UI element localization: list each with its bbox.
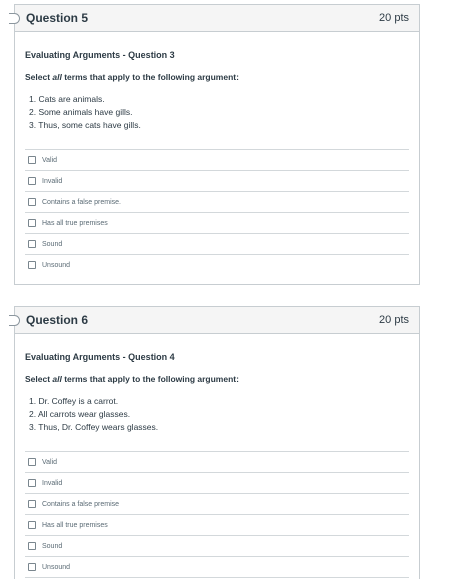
checkbox[interactable] <box>28 563 36 571</box>
answer-option-unsound[interactable] <box>25 557 409 578</box>
question-header <box>15 307 419 334</box>
question-content <box>15 32 419 275</box>
premise: 3. Thus, some cats have gills. <box>29 120 141 130</box>
answer-label: Valid <box>42 156 58 164</box>
answer-label: Unsound <box>42 261 71 269</box>
flag-question-icon[interactable] <box>9 13 20 24</box>
checkbox[interactable] <box>28 542 36 550</box>
answer-label: Has all true premises <box>42 219 108 227</box>
answer-label: Invalid <box>42 177 63 185</box>
answer-option-false-premise[interactable] <box>25 192 409 213</box>
answer-option-true-premises[interactable] <box>25 213 409 234</box>
answer-option-unsound[interactable] <box>25 255 409 275</box>
question-instruction: Select all terms that apply to the following argument: <box>25 374 239 384</box>
answer-option-invalid[interactable] <box>25 473 409 494</box>
answer-label: Contains a false premise <box>42 500 120 508</box>
answer-label: Sound <box>42 240 63 248</box>
answer-option-sound[interactable] <box>25 536 409 557</box>
answer-label: Unsound <box>42 563 71 571</box>
question-content <box>15 334 419 578</box>
answer-label: Has all true premises <box>42 521 108 529</box>
checkbox[interactable] <box>28 240 36 248</box>
premise: 3. Thus, Dr. Coffey wears glasses. <box>29 422 159 432</box>
checkbox[interactable] <box>28 479 36 487</box>
question-heading: Evaluating Arguments - Question 3 <box>25 50 175 60</box>
answer-option-true-premises[interactable] <box>25 515 409 536</box>
question-points: 20 pts <box>379 314 409 326</box>
checkbox[interactable] <box>28 261 36 269</box>
question-heading: Evaluating Arguments - Question 4 <box>25 352 175 362</box>
answer-option-invalid[interactable] <box>25 171 409 192</box>
question-title: Question 5 <box>26 11 89 25</box>
checkbox[interactable] <box>28 500 36 508</box>
premise: 2. All carrots wear glasses. <box>29 409 131 419</box>
premise: 2. Some animals have gills. <box>29 107 133 117</box>
answer-option-valid[interactable] <box>25 452 409 473</box>
question-card-5 <box>14 4 420 285</box>
flag-question-icon[interactable] <box>9 315 20 326</box>
premise-list <box>29 395 409 434</box>
question-points: 20 pts <box>379 12 409 24</box>
question-header <box>15 5 419 32</box>
answer-label: Contains a false premise. <box>42 198 121 206</box>
answer-label: Sound <box>42 542 63 550</box>
question-card-6 <box>14 306 420 579</box>
checkbox[interactable] <box>28 177 36 185</box>
premise: 1. Cats are animals. <box>29 94 105 104</box>
premise-list <box>29 93 409 132</box>
answer-option-sound[interactable] <box>25 234 409 255</box>
answer-label: Valid <box>42 458 58 466</box>
answer-label: Invalid <box>42 479 63 487</box>
checkbox[interactable] <box>28 156 36 164</box>
checkbox[interactable] <box>28 198 36 206</box>
answer-option-valid[interactable] <box>25 150 409 171</box>
checkbox[interactable] <box>28 458 36 466</box>
answer-list <box>25 149 409 275</box>
question-title: Question 6 <box>26 313 89 327</box>
premise: 1. Dr. Coffey is a carrot. <box>29 396 119 406</box>
checkbox[interactable] <box>28 521 36 529</box>
answer-option-false-premise[interactable] <box>25 494 409 515</box>
checkbox[interactable] <box>28 219 36 227</box>
question-instruction: Select all terms that apply to the following argument: <box>25 72 239 82</box>
answer-list <box>25 451 409 578</box>
